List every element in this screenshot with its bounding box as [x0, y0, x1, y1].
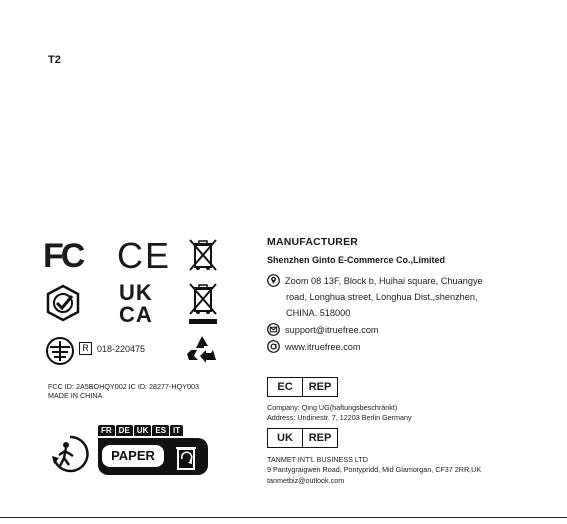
rcm-check-icon	[44, 284, 82, 322]
bottom-divider	[0, 517, 567, 518]
ec-rep-address: Address: Undinestr. 7, 12203 Berlin Germany	[267, 413, 412, 422]
paper-label: PAPER	[102, 445, 164, 467]
ukca-mark: UK CA	[119, 280, 153, 327]
country-tab: IT	[170, 425, 183, 436]
registration-letter: R	[79, 342, 92, 355]
location-pin-icon	[267, 274, 280, 287]
ec-rep-company: Company: Qing UG(haftungsbeschränkt)	[267, 403, 398, 412]
address-line: road, Longhua street, Longhua Dist.,shenzhen,	[286, 292, 478, 302]
web-icon	[267, 340, 280, 353]
country-tab: FR	[98, 425, 115, 436]
ec-rep-badge: EC REP	[267, 377, 338, 397]
country-tabs	[98, 425, 183, 436]
uk-rep-badge: UK REP	[267, 428, 338, 448]
crossed-bin-icon	[185, 280, 221, 326]
paper-box	[98, 438, 208, 475]
manufacturer-title: MANUFACTURER	[267, 236, 359, 248]
recycle-bin-icon	[174, 443, 198, 471]
triman-icon	[50, 434, 90, 474]
uk-rep-address: 9 Pantygraigwen Road, Pontypridd, Mid Glamorgan, CF37 2RR,UK	[267, 465, 482, 474]
uk-rep-company: TANMET INT'L BUSINESS LTD	[267, 455, 368, 464]
uk-rep-email: tanmetbiz@outlook.com	[267, 476, 345, 485]
model-label: T2	[48, 54, 61, 66]
manufacturer-name: Shenzhen Ginto E-Commerce Co.,Limited	[267, 255, 446, 265]
country-tab: DE	[116, 425, 133, 436]
country-tab: ES	[152, 425, 169, 436]
country-tab: UK	[134, 425, 152, 436]
address-line: CHINA. 518000	[286, 308, 351, 318]
fcc-ic-id: FCC ID: 2A5BOHQY002 IC ID: 28277-HQY003	[48, 382, 200, 391]
made-in-china: MADE IN CHINA	[48, 391, 103, 400]
email-line: support@itruefree.com	[267, 323, 379, 336]
paper-recycling-label	[98, 425, 210, 477]
bsmi-mark	[44, 335, 76, 367]
registration-number: 018-220475	[97, 344, 146, 354]
recycle-icon	[186, 334, 218, 364]
fcc-mark: FC	[43, 237, 83, 275]
address-line: Zoom 08 13F, Block b, Huihai square, Chuangye	[267, 274, 483, 287]
crossed-bin-icon	[185, 236, 221, 276]
website-line: www.itruefree.com	[267, 340, 361, 353]
email-icon	[267, 323, 280, 336]
ce-mark: CE	[117, 235, 172, 276]
